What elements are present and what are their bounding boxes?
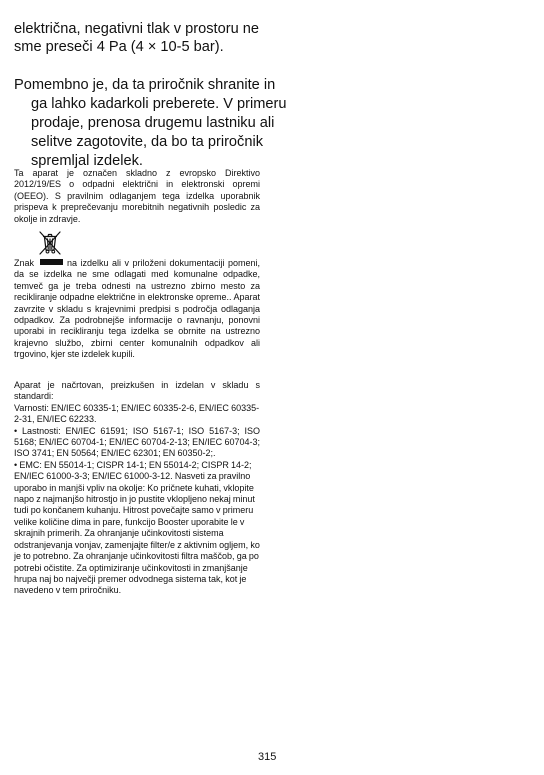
intro-paragraph: električna, negativni tlak v prostoru ne sme preseči 4 Pa (4 × 10-5 bar). bbox=[14, 21, 259, 55]
black-bar-mark bbox=[40, 259, 63, 265]
crossed-out-wheelie-bin-icon bbox=[35, 228, 65, 258]
standards-safety: Varnosti: EN/IEC 60335-1; EN/IEC 60335-2-6, EN/IEC 60335-2-31, EN/IEC 62233. bbox=[14, 402, 260, 425]
standards-section bbox=[14, 380, 260, 597]
standards-emc-and-advice: • EMC: EN 55014-1; CISPR 14-1; EN 55014-2; CISPR 14-2; EN/IEC 61000-3-3; EN/IEC 61000-3-12. Nasveti za pravilno uporabo in manjši vpliv na okolje: Ko pričnete kuhati, vklopite napo z najmanjšo hitrostjo in jo pustite vklopljeno nekaj minut tudi po končanem kuhanju. Hitrost povečajte samo v primeru velike količine dima in pare, funkcijo Booster uporabite le v skrajnih primerih. Za ohranjanje učinkovitosti sistema odstranjevanja vonjav, zamenjajte filter/e z aktivnim ogljem, ko je to potrebno. Za ohranjanje učinkovitosti filtra maščob, ga po potrebi očistite. Za optimiziranje učinkovitosti in zmanjšanje hrupa naj bo največji premer odvodnega sistema tak, kot je navedeno v tem priročniku. bbox=[14, 459, 260, 596]
symbol-explanation-paragraph bbox=[14, 258, 260, 361]
symbol-text-after: na izdelku ali v priloženi dokumentaciji pomeni, da se izdelka ne sme odlagati med komunalne odpadke, temveč ga je treba odnesti na ustrezno zbirno mesto za recikliranje odpadne električne in elektronske opreme.. Aparat zavrzite v skladu s krajevnimi predpisi s področja odlaganja odpadkov. Za podrobnejše informacije o ravnanju, ponovni uporabi in recikliranju tega izdelka se obrnite na ustrezno krajevno službo, zbirni center komunalnih odpadkov ali trgovino, kjer ste izdelek kupili. bbox=[14, 258, 260, 360]
standards-intro: Aparat je načrtovan, preizkušen in izdelan v skladu s standardi: bbox=[14, 380, 260, 402]
symbol-text-before: Znak bbox=[14, 258, 35, 268]
page-number: 315 bbox=[258, 751, 277, 763]
standards-performance: • Lastnosti: EN/IEC 61591; ISO 5167-1; ISO 5167-3; ISO 5168; EN/IEC 60704-1; EN/IEC 60704-2-13; EN/IEC 60704-3; ISO 3741; EN 50564; EN/IEC 62301; EN 60350-2;. bbox=[14, 425, 260, 459]
weee-directive-paragraph: Ta aparat je označen skladno z evropsko Direktivo 2012/19/ES o odpadni električni in elektronski opremi (OEEO). S pravilnim odlaganjem tega izdelka uporabnik prispeva k preprečevanju morebitnih negativnih posledic za okolje in zdravje. bbox=[14, 168, 260, 224]
important-note: Pomembno je, da ta priročnik shranite in ga lahko kadarkoli preberete. V primeru prodaje, prenosa drugemu lastniku ali selitve zagotovite, da bo ta priročnik spremljal izdelek. bbox=[14, 77, 287, 169]
